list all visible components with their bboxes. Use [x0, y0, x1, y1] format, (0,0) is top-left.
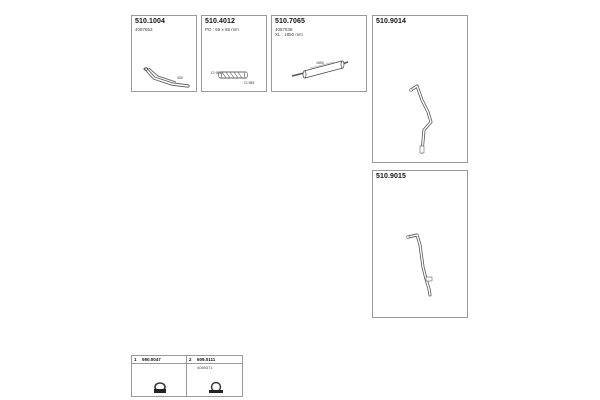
part-dimension: PO : 55 x 55 mm — [205, 27, 239, 32]
part-number: 510.9015 — [376, 173, 406, 180]
length-label: 1850 — [316, 61, 324, 65]
tail-pipe-drawing — [373, 171, 469, 319]
part-number: 510.7065 — [275, 18, 305, 25]
front-pipe-drawing — [132, 16, 198, 93]
silencer-drawing — [272, 16, 368, 93]
accessory-drawings — [132, 356, 244, 398]
clamp-icon — [209, 383, 223, 394]
part-card-510-9014[interactable] — [372, 15, 468, 163]
part-number: 510.9014 — [376, 18, 406, 25]
rubber-hanger-icon — [154, 383, 166, 393]
part-length: XL : 1850 mm — [275, 32, 303, 37]
part-number: 510.4012 — [205, 18, 235, 25]
item-part-number-1[interactable]: 590.0047 — [142, 357, 161, 362]
accessories-table — [131, 355, 243, 397]
part-card-510-4012[interactable] — [201, 15, 267, 92]
part-card-510-9015[interactable] — [372, 170, 468, 318]
item-reference-2: 4069371 — [197, 365, 213, 370]
flex-pipe-drawing — [202, 16, 268, 93]
item-index-2: 2 — [189, 357, 192, 362]
clamp-label-right: CI 955 — [244, 81, 255, 85]
item-index-1: 1 — [134, 357, 137, 362]
part-card-510-7065[interactable] — [271, 15, 367, 92]
clamp-label-left: CI 955 — [211, 71, 222, 75]
length-label: 400 — [177, 76, 183, 80]
tail-pipe-drawing — [373, 16, 469, 164]
part-number: 510.1004 — [135, 18, 165, 25]
item-part-number-2[interactable]: 609.0111 — [197, 357, 216, 362]
part-reference: 4087838 — [275, 27, 293, 32]
part-reference: 4087863 — [135, 27, 153, 32]
part-card-510-1004[interactable] — [131, 15, 197, 92]
